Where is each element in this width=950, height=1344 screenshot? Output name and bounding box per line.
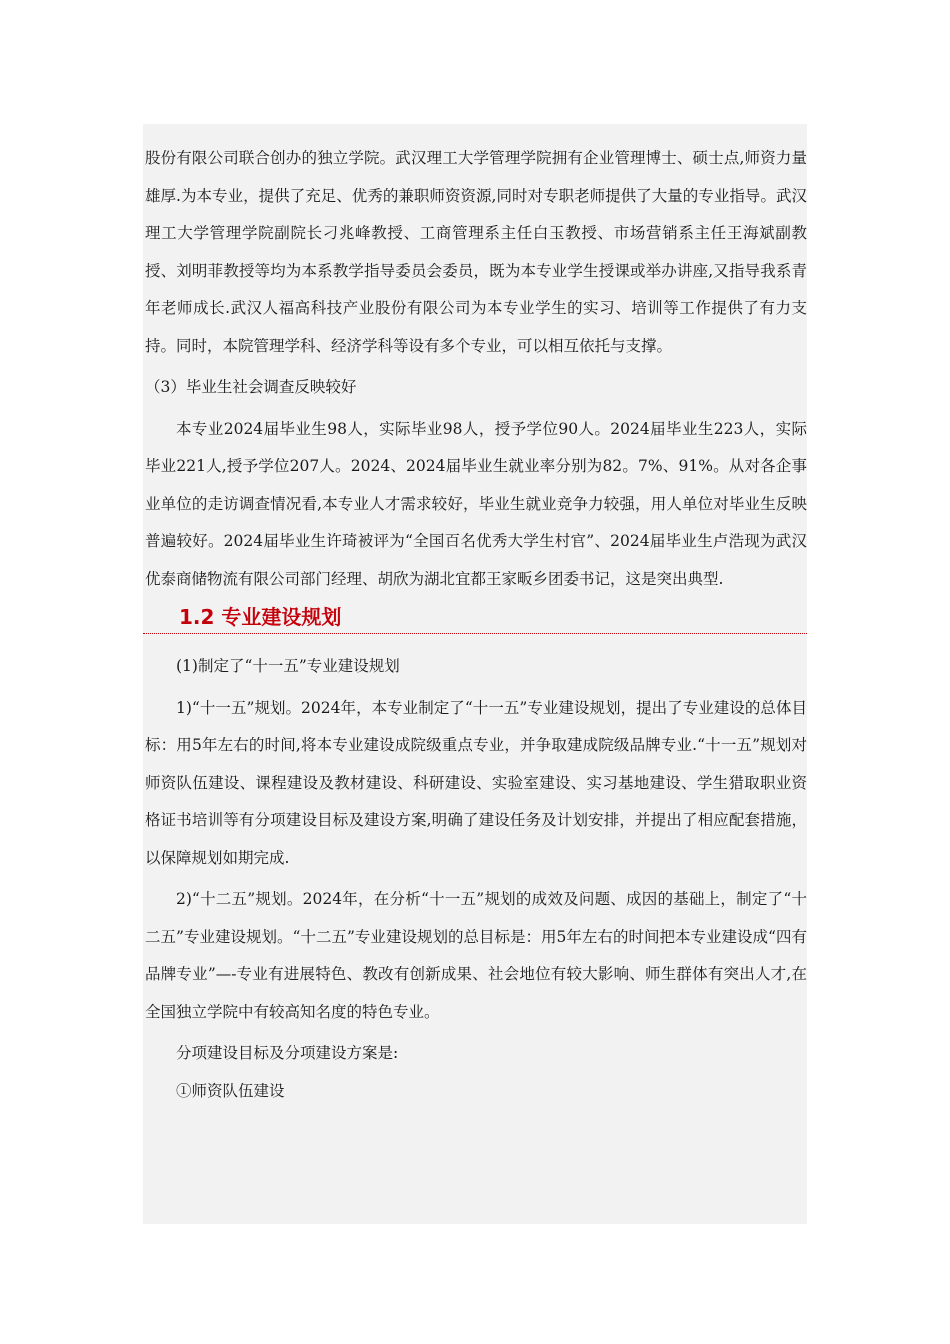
heading-divider bbox=[143, 633, 807, 634]
paragraph-sub-goals: 分项建设目标及分项建设方案是: bbox=[176, 1044, 399, 1062]
document-body bbox=[145, 140, 807, 1110]
section-heading-text: 1.2 专业建设规划 bbox=[179, 605, 342, 629]
paragraph-plan-eleventh: 1)“十一五”规划。2024年，本专业制定了“十一五”专业建设规划，提出了专业建设的总体目标：用5年左右的时间,将本专业建设成院级重点专业，并争取建成院级品牌专业.“十一五”规划对师资队伍建设、课程建设及教材建设、科研建设、实验室建设、实习基地建设、学生猎取职业资格证书培训等有分项建设目标及建设方案,明确了建设任务及计划安排，并提出了相应配套措施，以保障规划如期完成. bbox=[145, 698, 807, 867]
paragraph-plan-intro: (1)制定了“十一五”专业建设规划 bbox=[176, 657, 400, 675]
paragraph-graduate-stats: 本专业2024届毕业生98人，实际毕业98人，授予学位90人。2024届毕业生223人，实际毕业221人,授予学位207人。2024、2024届毕业生就业率分别为82。7%、91%。从对各企事业单位的走访调查情况看,本专业人才需求较好，毕业生就业竞争力较强，用人单位对毕业生反映普遍较好。2024届毕业生许琦被评为“全国百名优秀大学生村官”、2024届毕业生卢浩现为武汉优泰商储物流有限公司部门经理、胡欣为湖北宜都王家畈乡团委书记，这是突出典型. bbox=[145, 419, 807, 588]
paragraph-teacher-team: ①师资队伍建设 bbox=[176, 1081, 285, 1100]
paragraph-faculty-support: 股份有限公司联合创办的独立学院。武汉理工大学管理学院拥有企业管理博士、硕士点,师资力量雄厚.为本专业，提供了充足、优秀的兼职师资资源,同时对专职老师提供了大量的专业指导。武汉理工大学管理学院副院长刁兆峰教授、工商管理系主任白玉教授、市场营销系主任王海斌副教授、刘明菲教授等均为本系教学指导委员会委员，既为本专业学生授课或举办讲座,又指导我系青年老师成长.武汉人福高科技产业股份有限公司为本专业学生的实习、培训等工作提供了有力支持。同时，本院管理学科、经济学科等设有多个专业，可以相互依托与支撑。 bbox=[145, 149, 807, 355]
subheading-graduate-survey: （3）毕业生社会调查反映较好 bbox=[145, 378, 357, 396]
section-heading bbox=[145, 598, 807, 636]
paragraph-plan-twelfth: 2)“十二五”规划。2024年，在分析“十一五”规划的成效及问题、成因的基础上，制定了“十二五”专业建设规划。“十二五”专业建设规划的总目标是：用5年左右的时间把本专业建设成“四有品牌专业”—-专业有进展特色、教改有创新成果、社会地位有较大影响、师生群体有突出人才,在全国独立学院中有较高知名度的特色专业。 bbox=[145, 890, 807, 1021]
